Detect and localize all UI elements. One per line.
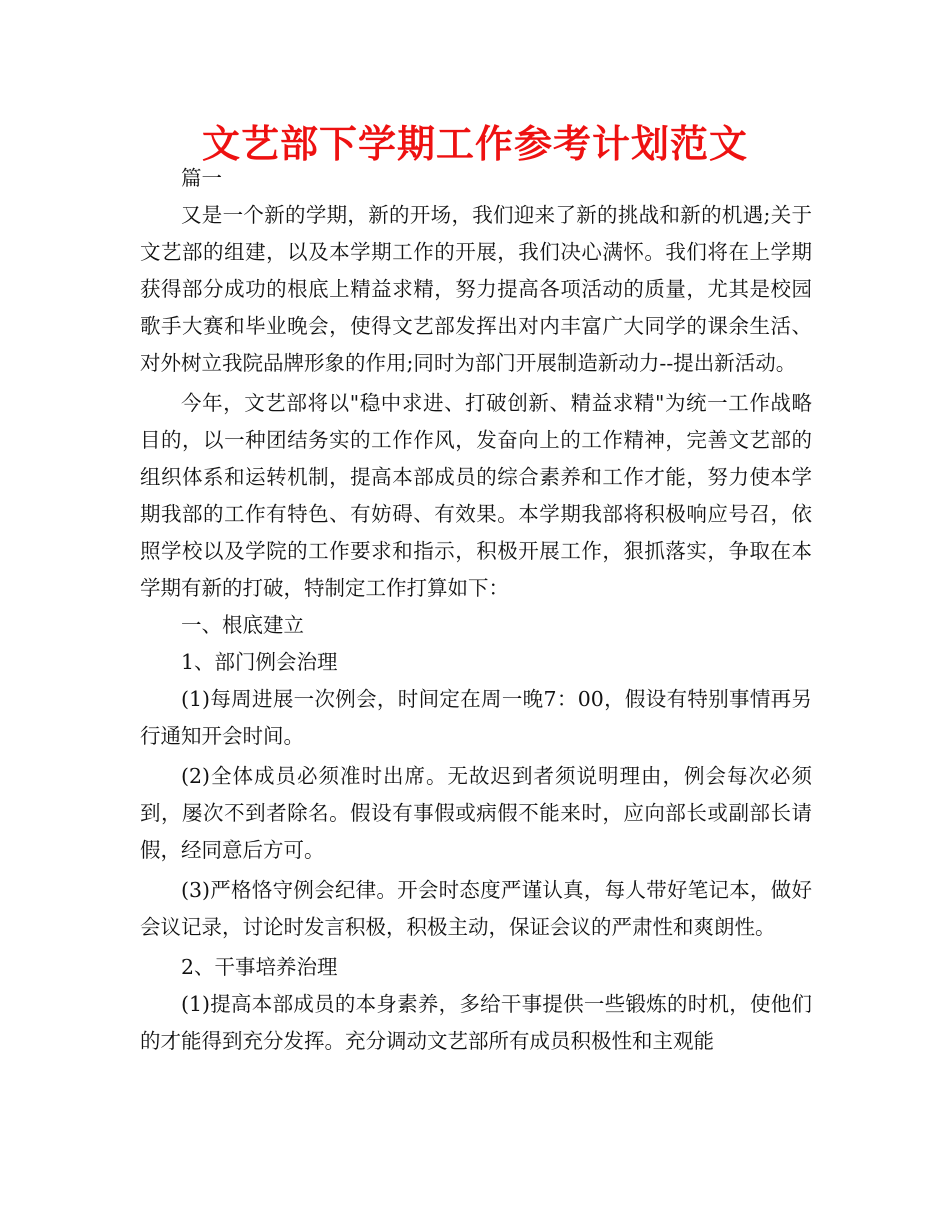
subsection-heading: 2、干事培养治理: [181, 955, 338, 979]
subsection-heading: 1、部门例会治理: [181, 650, 338, 674]
section-label: 篇一: [181, 166, 222, 190]
body-paragraph: 又是一个新的学期，新的开场，我们迎来了新的挑战和新的机遇;关于文艺部的组建，以及本学期工作的开展，我们决心满怀。我们将在上学期获得部分成功的根底上精益求精，努力提高各项活动的质量，尤其是校园歌手大赛和毕业晚会，使得文艺部发挥出对内丰富广大同学的课余生活、对外树立我院品牌形象的作用;同时为部门开展制造新动力--提出新活动。: [140, 203, 812, 375]
list-item: (1)提高本部成员的本身素养，多给干事提供一些锻炼的时机，使他们的才能得到充分发挥。充分调动文艺部所有成员积极性和主观能: [140, 992, 812, 1053]
body-paragraph: 今年，文艺部将以"稳中求进、打破创新、精益求精"为统一工作战略目的，以一种团结务实的工作作风，发奋向上的工作精神，完善文艺部的组织体系和运转机制，提高本部成员的综合素养和工作才能，努力使本学期我部的工作有特色、有妨碍、有效果。本学期我部将积极响应号召，依照学校以及学院的工作要求和指示，积极开展工作，狠抓落实，争取在本学期有新的打破，特制定工作打算如下：: [140, 391, 812, 600]
section-heading: 一、根底建立: [181, 613, 304, 637]
list-item: (1)每周进展一次例会，时间定在周一晚7：00，假设有特别事情再另行通知开会时间。: [140, 687, 812, 748]
document-title: 文艺部下学期工作参考计划范文: [201, 122, 748, 166]
document-body: [140, 160, 812, 1060]
list-item: (2)全体成员必须准时出席。无故迟到者须说明理由，例会每次必须到，屡次不到者除名。假设有事假或病假不能来时，应向部长或副部长请假，经同意后方可。: [140, 764, 812, 862]
list-item: (3)严格恪守例会纪律。开会时态度严谨认真，每人带好笔记本，做好会议记录，讨论时发言积极，积极主动，保证会议的严肃性和爽朗性。: [140, 878, 812, 939]
